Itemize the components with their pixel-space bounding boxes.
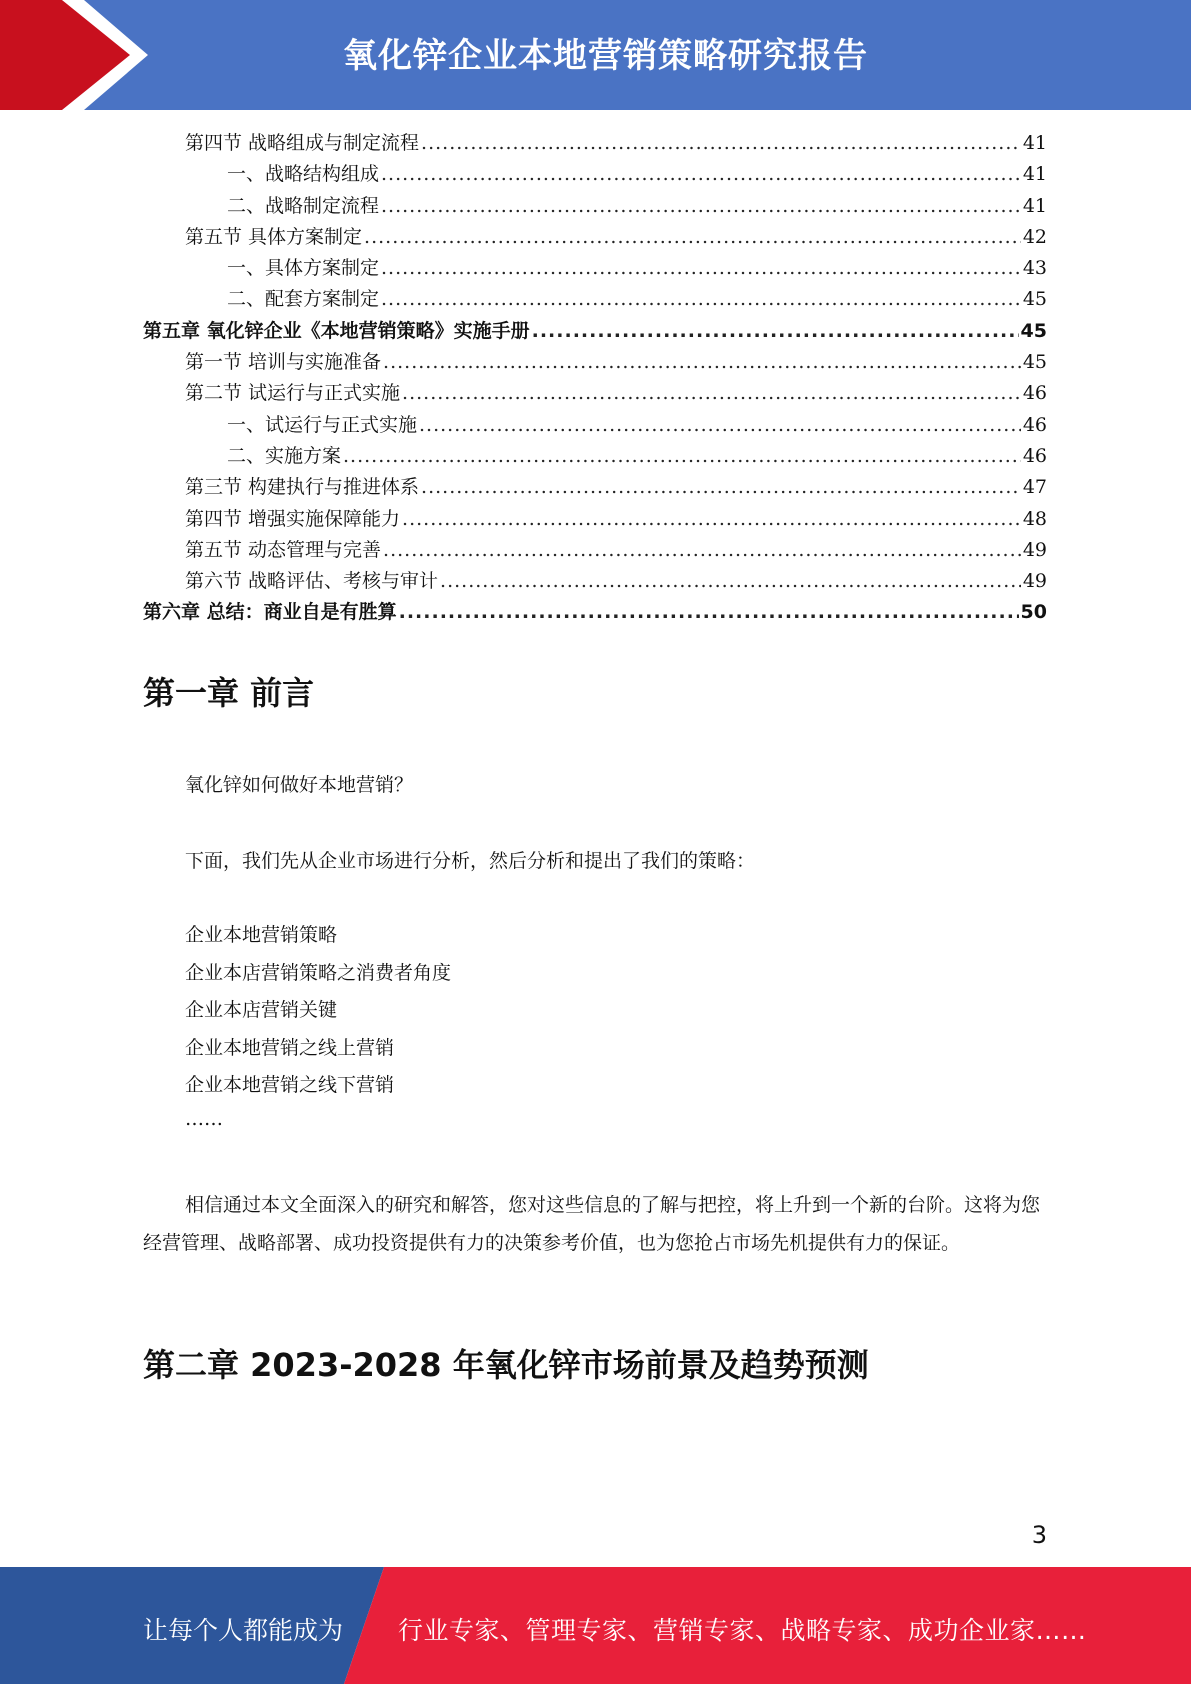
- toc-entry[interactable]: [143, 159, 1047, 190]
- toc-entry-label: 二、实施方案: [227, 444, 342, 467]
- toc-leader-dots: [383, 539, 1021, 561]
- toc-chapter-entry[interactable]: [143, 597, 1047, 628]
- toc-entry-page: 49: [1022, 570, 1047, 593]
- chapter-heading: 第二章 2023-2028 年氧化锌市场前景及趋势预测: [143, 1346, 869, 1384]
- toc-leader-dots: [343, 445, 1021, 467]
- chapter-heading: 第一章 前言: [143, 674, 315, 712]
- toc-leader-dots: [532, 320, 1019, 342]
- toc-entry-page: 50: [1020, 601, 1047, 624]
- closing-paragraph: 相信通过本文全面深入的研究和解答，您对这些信息的了解与把控，将上升到一个新的台阶。这将为您经营管理、战略部署、成功投资提供有力的决策参考价值，也为您抢占市场先机提供有力的保证。: [143, 1194, 1041, 1254]
- toc-entry-label: 第四节 战略组成与制定流程: [185, 132, 420, 154]
- toc-leader-dots: [421, 476, 1021, 498]
- toc-leader-dots: [383, 351, 1021, 373]
- toc-leader-dots: [440, 570, 1021, 592]
- toc-entry-label: 第五节 动态管理与完善: [185, 538, 382, 561]
- toc-entry[interactable]: [143, 566, 1047, 597]
- toc-entry-label: 第一节 培训与实施准备: [185, 351, 382, 374]
- toc-entry-page: 47: [1022, 476, 1047, 499]
- toc-entry-label: 第五章 氧化锌企业《本地营销策略》实施手册: [143, 319, 530, 342]
- toc-leader-dots: [381, 195, 1021, 217]
- list-item: ……: [185, 1107, 223, 1130]
- toc-entry-label: 第四节 增强实施保障能力: [185, 507, 401, 530]
- intro-paragraph: 下面，我们先从企业市场进行分析，然后分析和提出了我们的策略：: [185, 850, 756, 872]
- toc-entry-label: 一、具体方案制定: [227, 257, 380, 280]
- toc-entry[interactable]: [143, 441, 1047, 472]
- toc-entry-page: 45: [1022, 351, 1047, 374]
- footer-slogan-left: 让每个人都能成为: [143, 1616, 344, 1645]
- toc-entry-page: 45: [1020, 319, 1047, 342]
- toc-entry[interactable]: [143, 410, 1047, 441]
- toc-entry-page: 42: [1022, 225, 1047, 248]
- footer-banner: [0, 1567, 1191, 1684]
- toc-entry[interactable]: [143, 378, 1047, 409]
- toc-leader-dots: [381, 163, 1021, 185]
- toc-entry-page: 41: [1022, 163, 1047, 186]
- toc-entry-label: 一、战略结构组成: [227, 163, 380, 186]
- toc-entry-page: 41: [1022, 194, 1047, 217]
- toc-leader-dots: [402, 508, 1021, 530]
- list-item: 企业本地营销之线上营销: [185, 1036, 395, 1059]
- table-of-contents: [143, 128, 1047, 629]
- toc-leader-dots: [381, 257, 1021, 279]
- toc-entry[interactable]: [143, 284, 1047, 315]
- toc-entry-label: 第六节 战略评估、考核与审计: [185, 570, 439, 593]
- toc-entry-label: 二、配套方案制定: [227, 288, 380, 311]
- toc-entry-label: 第二节 试运行与正式实施: [185, 382, 401, 405]
- toc-leader-dots: [402, 382, 1021, 404]
- page-number: 3: [1031, 1521, 1047, 1549]
- toc-entry[interactable]: [143, 347, 1047, 378]
- header-banner: [0, 0, 1191, 110]
- toc-entry[interactable]: [143, 472, 1047, 503]
- list-item: 企业本店营销策略之消费者角度: [185, 961, 452, 984]
- toc-leader-dots: [399, 601, 1019, 623]
- toc-entry[interactable]: [143, 253, 1047, 284]
- toc-entry-label: 第六章 总结：商业自是有胜算: [143, 601, 397, 624]
- list-item: 企业本地营销之线下营销: [185, 1074, 395, 1096]
- list-item: 企业本店营销关键: [185, 999, 338, 1021]
- toc-entry-page: 43: [1022, 257, 1047, 280]
- toc-chapter-entry[interactable]: [143, 316, 1047, 347]
- toc-entry-page: 48: [1022, 507, 1047, 530]
- footer-slogan-right: 行业专家、管理专家、营销专家、战略专家、成功企业家……: [398, 1616, 1087, 1645]
- toc-entry-page: 46: [1022, 444, 1047, 467]
- toc-leader-dots: [381, 288, 1021, 310]
- toc-leader-dots: [364, 226, 1021, 248]
- strategy-list: [185, 920, 451, 1145]
- toc-entry-label: 第五节 具体方案制定: [185, 225, 363, 248]
- toc-entry-page: 41: [1022, 132, 1047, 154]
- toc-entry[interactable]: [143, 128, 1047, 159]
- toc-leader-dots: [421, 132, 1021, 154]
- toc-entry[interactable]: [143, 191, 1047, 222]
- toc-entry-page: 46: [1022, 413, 1047, 436]
- toc-entry-label: 一、试运行与正式实施: [227, 413, 418, 436]
- toc-entry-label: 二、战略制定流程: [227, 194, 380, 217]
- toc-entry[interactable]: [143, 222, 1047, 253]
- question-paragraph: 氧化锌如何做好本地营销？: [185, 774, 414, 796]
- toc-leader-dots: [419, 414, 1021, 436]
- toc-entry[interactable]: [143, 504, 1047, 535]
- toc-entry-page: 45: [1022, 288, 1047, 311]
- list-item: 企业本地营销策略: [185, 924, 338, 946]
- toc-entry[interactable]: [143, 535, 1047, 566]
- report-title: 氧化锌企业本地营销策略研究报告: [343, 36, 868, 76]
- toc-entry-page: 49: [1022, 538, 1047, 561]
- toc-entry-label: 第三节 构建执行与推进体系: [185, 476, 420, 499]
- toc-entry-page: 46: [1022, 382, 1047, 405]
